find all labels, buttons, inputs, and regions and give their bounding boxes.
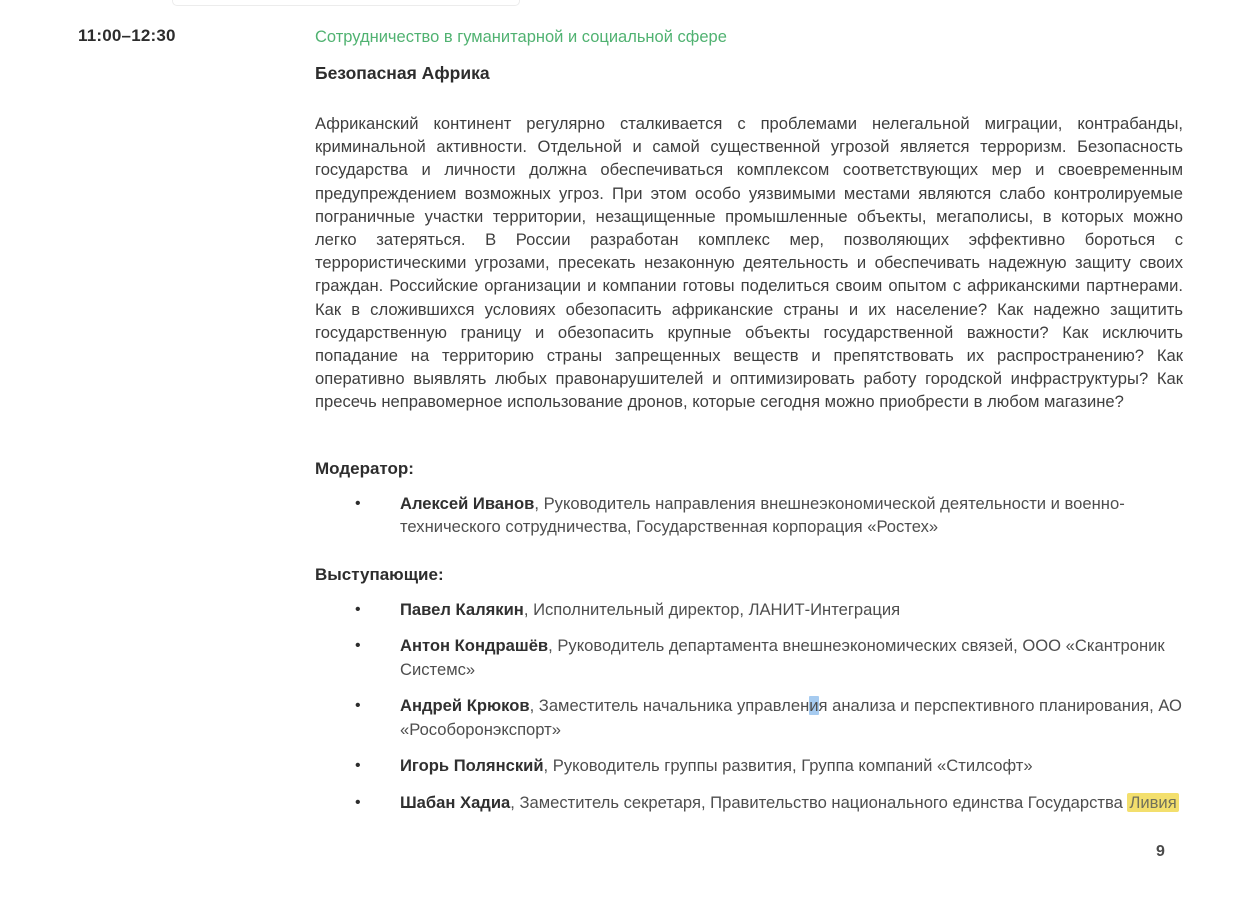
speaker-role: я анализа и перспективного планирования, АО «Рособоронэкспорт» xyxy=(400,696,1182,739)
speaker-role: , Исполнительный директор, ЛАНИТ-Интеграция xyxy=(523,599,901,619)
bullet-icon: • xyxy=(355,697,361,715)
speaker-list-item xyxy=(315,754,1183,778)
speaker-entry xyxy=(400,754,1183,778)
moderator-entry xyxy=(400,492,1183,539)
speaker-role: , Заместитель начальника управлен xyxy=(529,696,810,716)
search-highlight: Ливия xyxy=(1129,792,1177,812)
speaker-entry xyxy=(400,634,1183,681)
speakers-heading: Выступающие: xyxy=(315,564,444,584)
speaker-name: Шабан Хадиа xyxy=(400,792,511,812)
bullet-icon: • xyxy=(355,757,361,775)
speaker-role: , Руководитель направления внешнеэкономической деятельности и военно-технического сотрудничества, Государственная корпорация «Ростех» xyxy=(400,493,1125,537)
moderator-list-item xyxy=(315,492,1183,539)
speaker-role: , Руководитель группы развития, Группа компаний «Стилсофт» xyxy=(543,756,1033,776)
speaker-role: , Руководитель департамента внешнеэкономических связей, ООО «Скантроник Системс» xyxy=(400,636,1165,679)
speaker-name: Павел Калякин xyxy=(400,599,524,619)
page-edge-artifact xyxy=(172,0,520,6)
session-description: Африканский континент регулярно сталкивается с проблемами нелегальной миграции, контрабанды, криминальной активности. Отдельной и самой существенной угрозой является терроризм. Безопасность государства и личности должна обеспечиваться комплексом соответствующих мер и своевременным предупреждением возможных угроз. При этом особо уязвимыми местами являются слабо контролируемые пограничные участки территории, незащищенные промышленные объекты, мегаполисы, в которых можно легко затеряться. В России разработан комплекс мер, позволяющих эффективно бороться с террористическими угрозами, пресекать незаконную деятельность и обеспечивать надежную защиту своих граждан. Российские организации и компании готовы поделиться своим опытом с африканскими партнерами. Как в сложившихся условиях обезопасить африканские страны и их население? Как надежно защитить государственную границу и обезопасить крупные объекты государственной важности? Как исключить попадание на территорию страны запрещенных веществ и препятствовать их распространению? Как оперативно выявлять любых правонарушителей и оптимизировать работу городской инфраструктуры? Как пресечь неправомерное использование дронов, которые сегодня можно приобрести в любом магазине? xyxy=(315,114,1183,412)
speaker-entry xyxy=(400,694,1183,741)
speaker-list-item xyxy=(315,598,1183,622)
speaker-entry xyxy=(400,791,1183,815)
speaker-name: Антон Кондрашёв xyxy=(400,636,549,656)
bullet-icon: • xyxy=(355,637,361,655)
speaker-list-item xyxy=(315,634,1183,681)
moderator-heading: Модератор: xyxy=(315,458,414,478)
speaker-name: Андрей Крюков xyxy=(400,696,530,716)
track-label: Сотрудничество в гуманитарной и социальной сфере xyxy=(315,28,727,46)
page-number: 9 xyxy=(1156,843,1165,860)
session-title: Безопасная Африка xyxy=(315,63,490,83)
speaker-entry xyxy=(400,598,1183,622)
session-time: 11:00–12:30 xyxy=(78,26,176,45)
bullet-icon: • xyxy=(355,793,361,811)
bullet-icon: • xyxy=(355,494,361,512)
speaker-role: , Заместитель секретаря, Правительство национального единства Государства xyxy=(510,792,1128,812)
text-selection-highlight: и xyxy=(809,696,819,716)
bullet-icon: • xyxy=(355,600,361,618)
session-content xyxy=(315,26,1183,814)
speaker-name: Игорь Полянский xyxy=(400,756,544,776)
speaker-name: Алексей Иванов xyxy=(400,493,535,513)
speaker-list-item xyxy=(315,791,1183,815)
speaker-list-item xyxy=(315,694,1183,741)
